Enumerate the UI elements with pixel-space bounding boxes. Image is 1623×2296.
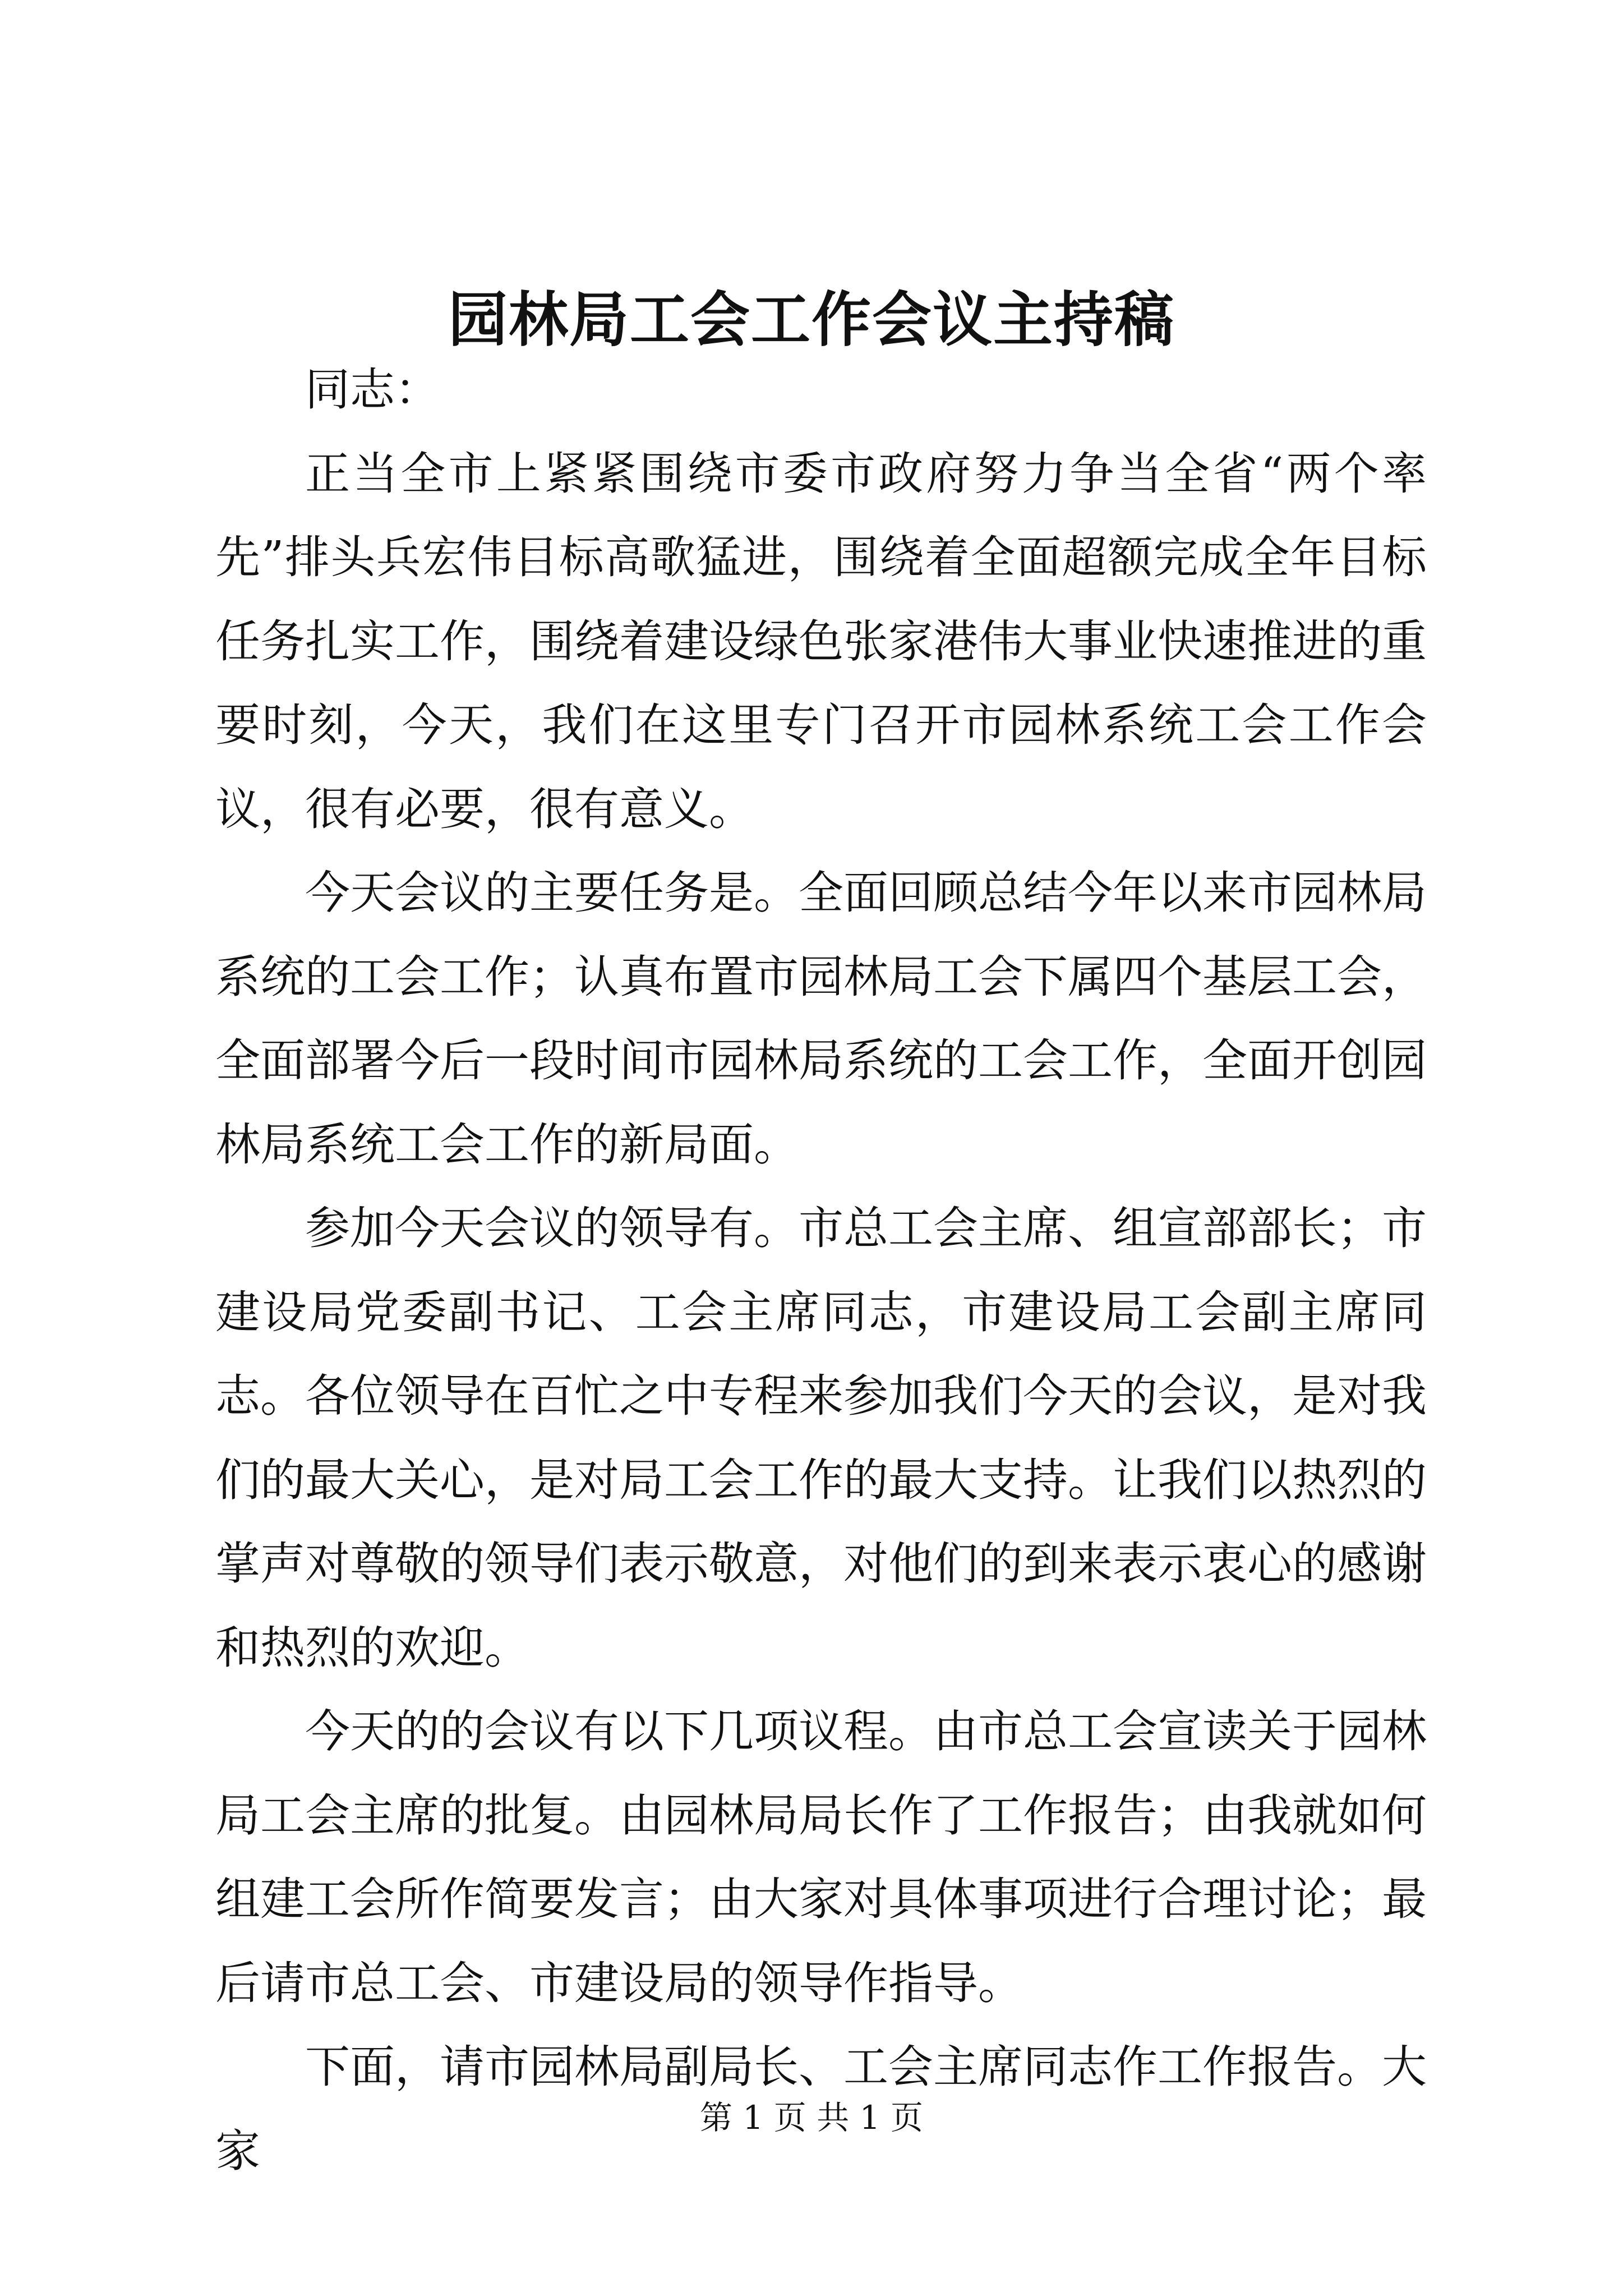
paragraph-2: 今天会议的主要任务是。全面回顾总结今年以来市园林局系统的工会工作；认真布置市园林局工会下属四个基层工会，全面部署今后一段时间市园林局系统的工会工作，全面开创园林局系统工会工作的新局面。 (215, 867, 1427, 1171)
salutation: 同志： (305, 364, 440, 416)
paragraph-1: 正当全市上紧紧围绕市委市政府努力争当全省“两个率先”排头兵宏伟目标高歌猛进，围绕着全面超额完成全年目标任务扎实工作，围绕着建设绿色张家港伟大事业快速推进的重要时刻，今天，我们在这里专门召开市园林系统工会工作会议，很有必要，很有意义。 (215, 447, 1427, 835)
paragraph-4: 今天的的会议有以下几项议程。由市总工会宣读关于园林局工会主席的批复。由园林局局长作了工作报告；由我就如何组建工会所作简要发言；由大家对具体事项进行合理讨论；最后请市总工会、市建设局的领导作指导。 (215, 1705, 1427, 2009)
paragraph-5: 下面，请市园林局副局长、工会主席同志作工作报告。大家 (215, 2041, 1427, 2177)
document-body (215, 348, 1427, 2193)
paragraph-3: 参加今天会议的领导有。市总工会主席、组宣部部长；市建设局党委副书记、工会主席同志，市建设局工会副主席同志。各位领导在百忙之中专程来参加我们今天的会议，是对我们的最大关心，是对局工会工作的最大支持。让我们以热烈的掌声对尊敬的领导们表示敬意，对他们的到来表示衷心的感谢和热烈的欢迎。 (215, 1202, 1427, 1674)
page-number-footer: 第 1 页 共 1 页 (700, 2099, 923, 2137)
document-title: 园林局工会工作会议主持稿 (448, 284, 1175, 355)
